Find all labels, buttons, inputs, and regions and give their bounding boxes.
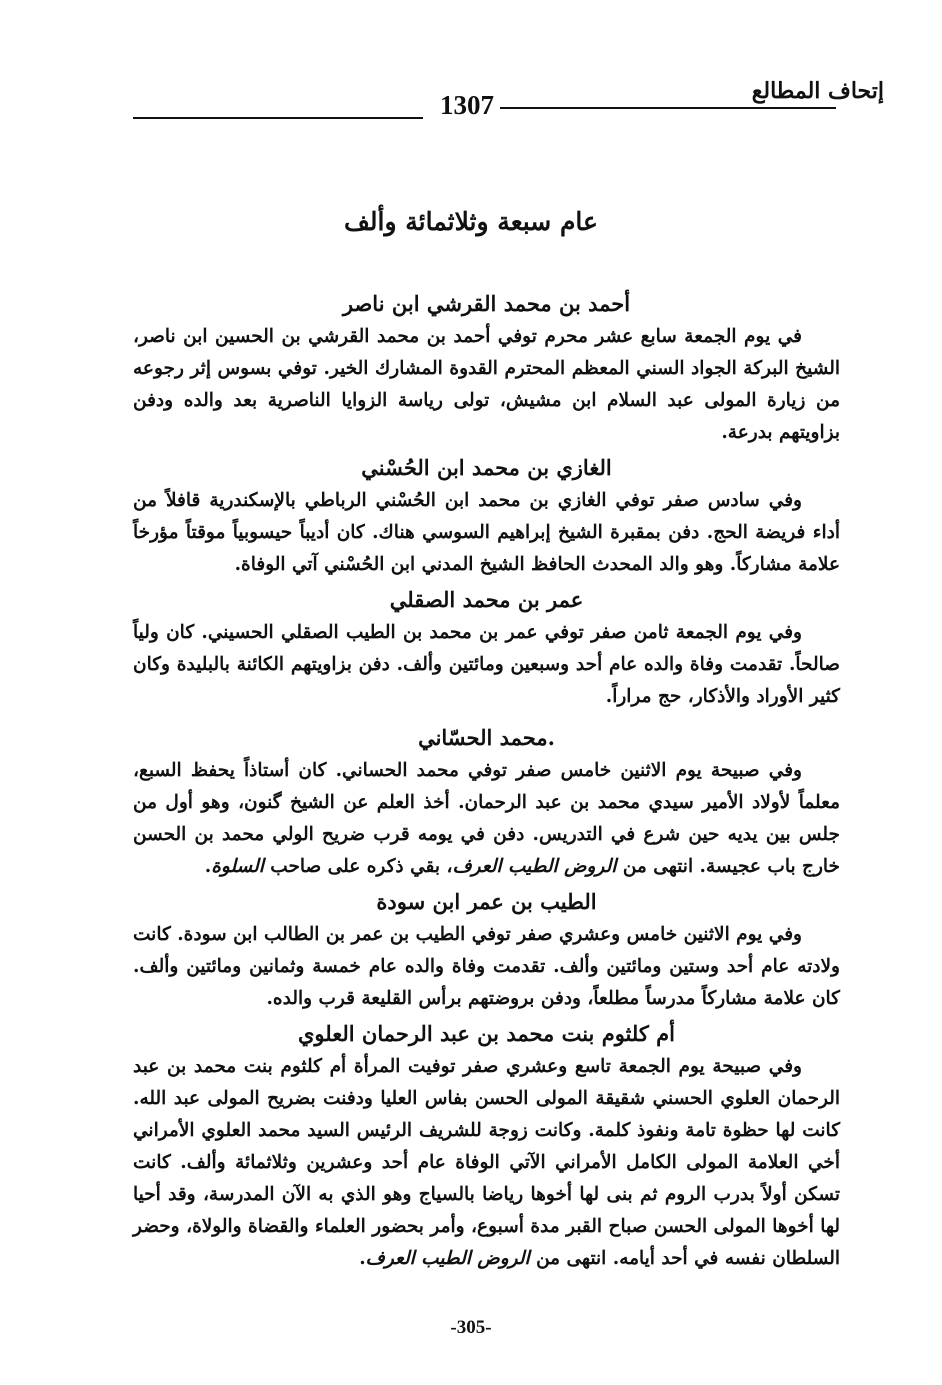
hijri-year: 1307 xyxy=(440,90,494,120)
entry-body xyxy=(133,1051,840,1275)
entry-name: أحمد بن محمد القرشي ابن ناصر xyxy=(342,291,631,316)
entry-text: . xyxy=(359,1248,366,1269)
source-title: الروض الطيب العرف xyxy=(452,856,617,877)
entry-name: الغازي بن محمد ابن الحُسْني xyxy=(361,455,612,480)
entry-body: وفي سادس صفر توفي الغازي بن محمد ابن الحُسْني الرباطي بالإسكندرية قافلاً من أداء فريضة الحج. دفن بمقبرة الشيخ إبراهيم السوسي هناك. كان أديباً حيسوبياً موقتاً مؤرخاً علامة مشاركاً. وهو والد المحدث الحافظ الشيخ المدني ابن الحُسْني آتي الوفاة. xyxy=(133,490,840,575)
running-head: إتحاف المطالع xyxy=(751,78,884,104)
page-number: -305- xyxy=(450,1317,492,1338)
entry xyxy=(133,721,840,883)
entry-text: . xyxy=(204,856,212,877)
entries-list xyxy=(133,285,840,1275)
entry-name: عمر بن محمد الصقلي xyxy=(389,587,584,612)
source-title: السلوة xyxy=(211,856,264,877)
entry-name: الطيب بن عمر ابن سودة xyxy=(376,889,597,914)
header-rule-right xyxy=(500,107,836,109)
entry xyxy=(133,885,840,1015)
entry-text: وفي صبيحة يوم الجمعة تاسع وعشري صفر توفيت المرأة أم كلثوم بنت محمد بن عبد الرحمان العلوي الحسني شقيقة المولى الحسن بفاس العليا ودفنت بضريح المولى عبد الله. كانت لها حظوة تامة ونفوذ كلمة. وكانت زوجة للشريف الرئيس السيد محمد العلوي الأمراني أخي العلامة المولى الكامل الأمراني الآتي الوفاة عام أحد وعشرين وثلاثمائة وألف. كانت تسكن أولاً بدرب الروم ثم بنى لها أخوها رياضا بالسياج وهو الذي به الآن المدرسة، وقد أحيا لها أخوها المولى الحسن صباح القبر مدة أسبوع، وأمر بحضور العلماء والقضاة والولاة، وحضر السلطان نفسه في أحد أيامه. انتهى من xyxy=(133,1056,840,1269)
entry-body: وفي يوم الاثنين خامس وعشري صفر توفي الطيب بن عمر بن الطالب ابن سودة. كانت ولادته عام أحد وستين ومائتين وألف. تقدمت وفاة والده عام خمسة وثمانين ومائتين وألف. كان علامة مشاركاً مدرساً مطلعاً، ودفن بروضتهم برأس القليعة قرب والده. xyxy=(133,924,840,1009)
entry-body: وفي يوم الجمعة ثامن صفر توفي عمر بن محمد بن الطيب الصقلي الحسيني. كان ولياً صالحاً. تقدمت وفاة والده عام أحد وسبعين ومائتين وألف. دفن بزاويتهم الكائنة بالبليدة وكان كثير الأوراد والأذكار، حج مراراً. xyxy=(133,622,840,707)
entry-name: أم كلثوم بنت محمد بن عبد الرحمان العلوي xyxy=(297,1021,675,1046)
source-title: الروض الطيب العرف xyxy=(365,1248,530,1269)
entry-body: في يوم الجمعة سابع عشر محرم توفي أحمد بن محمد القرشي بن الحسين ابن ناصر، الشيخ البركة الجواد السني المعظم المحترم القدوة المشارك الخير. توفي بسوس إثر رجوعه من زيارة المولى عبد السلام ابن مشيش، تولى رياسة الزوايا الناصرية بعد والده ودفن بزاويتهم بدرعة. xyxy=(133,326,840,443)
entry xyxy=(133,583,840,713)
year-title: عام سبعة وثلاثمائة وألف xyxy=(344,207,598,236)
entry-text: ، بقي ذكره على صاحب xyxy=(270,856,453,877)
entry xyxy=(133,287,840,449)
entry xyxy=(133,1017,840,1275)
entry-text: وفي صبيحة يوم الاثنين خامس صفر توفي محمد الحساني. كان أستاذاً يحفظ السبع، معلماً لأولاد الأمير سيدي محمد بن عبد الرحمان. أخذ العلم عن الشيخ گنون، وهو أول من جلس بين يديه حين شرع في التدريس. دفن في يومه قرب ضريح الولي محمد بن الحسن خارج باب عجيسة. انتهى من xyxy=(133,760,840,877)
entry-body xyxy=(133,755,840,883)
entry xyxy=(133,451,840,581)
entry-name: .محمد الحسّاني xyxy=(418,725,555,750)
header-rule-left xyxy=(133,117,423,119)
